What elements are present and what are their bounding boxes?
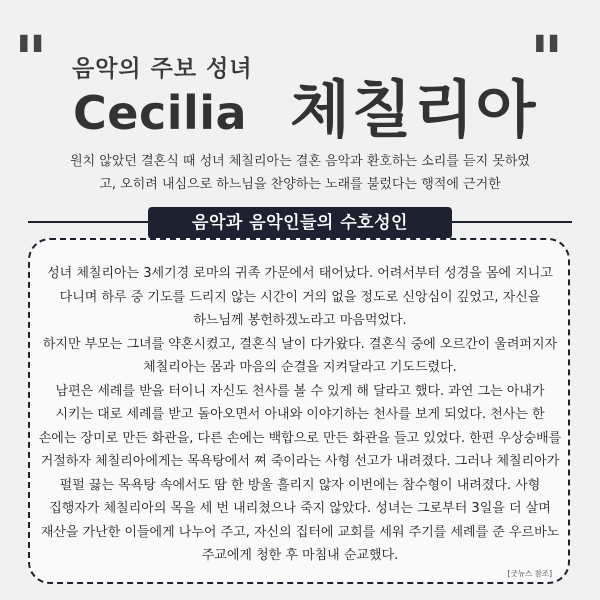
section-banner: 음악과 음악인들의 수호성인 xyxy=(148,207,452,239)
name-korean: 체칠리아 xyxy=(290,73,538,146)
name-english: Cecilia xyxy=(73,86,248,140)
story-paragraph: 하지만 부모는 그녀를 약혼시켰고, 결혼식 날이 다가왔다. 결혼식 중에 오르간이 울려퍼지자 체칠리아는 몸과 마음의 순결을 지켜달라고 기도드렸다. xyxy=(42,336,558,375)
subtitle: 음악의 주보 성녀 xyxy=(72,56,253,82)
source-note: [굿뉴스 참조] xyxy=(507,569,552,578)
intro-text xyxy=(0,150,600,196)
intro-line: 고, 오히려 내심으로 하느님을 찬양하는 노래를 불렀다는 행적에 근거한 xyxy=(99,177,501,192)
story-paragraph: 남편은 세례를 받을 터이니 자신도 천사를 볼 수 있게 해 달라고 했다. 과연 그는 아내가 시키는 대로 세례를 받고 돌아오면서 아내와 이야기하는 천사를 보게 되었다. 천사는 한 손에는 장미로 만든 화관을, 다른 손에는 백합으로 만든 화관을 들고 있었다. 한편 우상숭배를 거절하자 체칠리아에게는 목욕탕에서 쪄 죽이라는 사형 선고가 내려졌다. 그러나 체칠리아가 펄펄 끓는 목욕탕 속에서도 땀 한 방울 흘리지 않자 이번에는 참수형이 내려졌다. 사형 집행자가 체칠리아의 목을 세 번 내리쳤으나 죽지 않았다. 성녀는 그로부터 3일을 더 살며 재산을 가난한 이들에게 나누어 주고, 자신의 집터에 교회를 세워 주기를 세례를 준 우르바노 주교에게 청한 후 마침내 순교했다. xyxy=(38,383,562,563)
intro-line: 원치 않았던 결혼식 때 성녀 체칠리아는 결혼 음악과 환호하는 소리를 듣지 못하였 xyxy=(70,154,530,169)
close-quote-mark: " xyxy=(530,22,564,97)
story-paragraph: 성녀 체칠리아는 3세기경 로마의 귀족 가문에서 태어났다. 어려서부터 성경을 몸에 지니고 다니며 하루 중 기도를 드리지 않는 시간이 거의 없을 정도로 신앙심이 깊었고, 자신을 하느님께 봉헌하겠노라고 마음먹었다. xyxy=(47,266,553,328)
story-text xyxy=(38,262,562,568)
open-quote-mark: " xyxy=(14,22,48,97)
